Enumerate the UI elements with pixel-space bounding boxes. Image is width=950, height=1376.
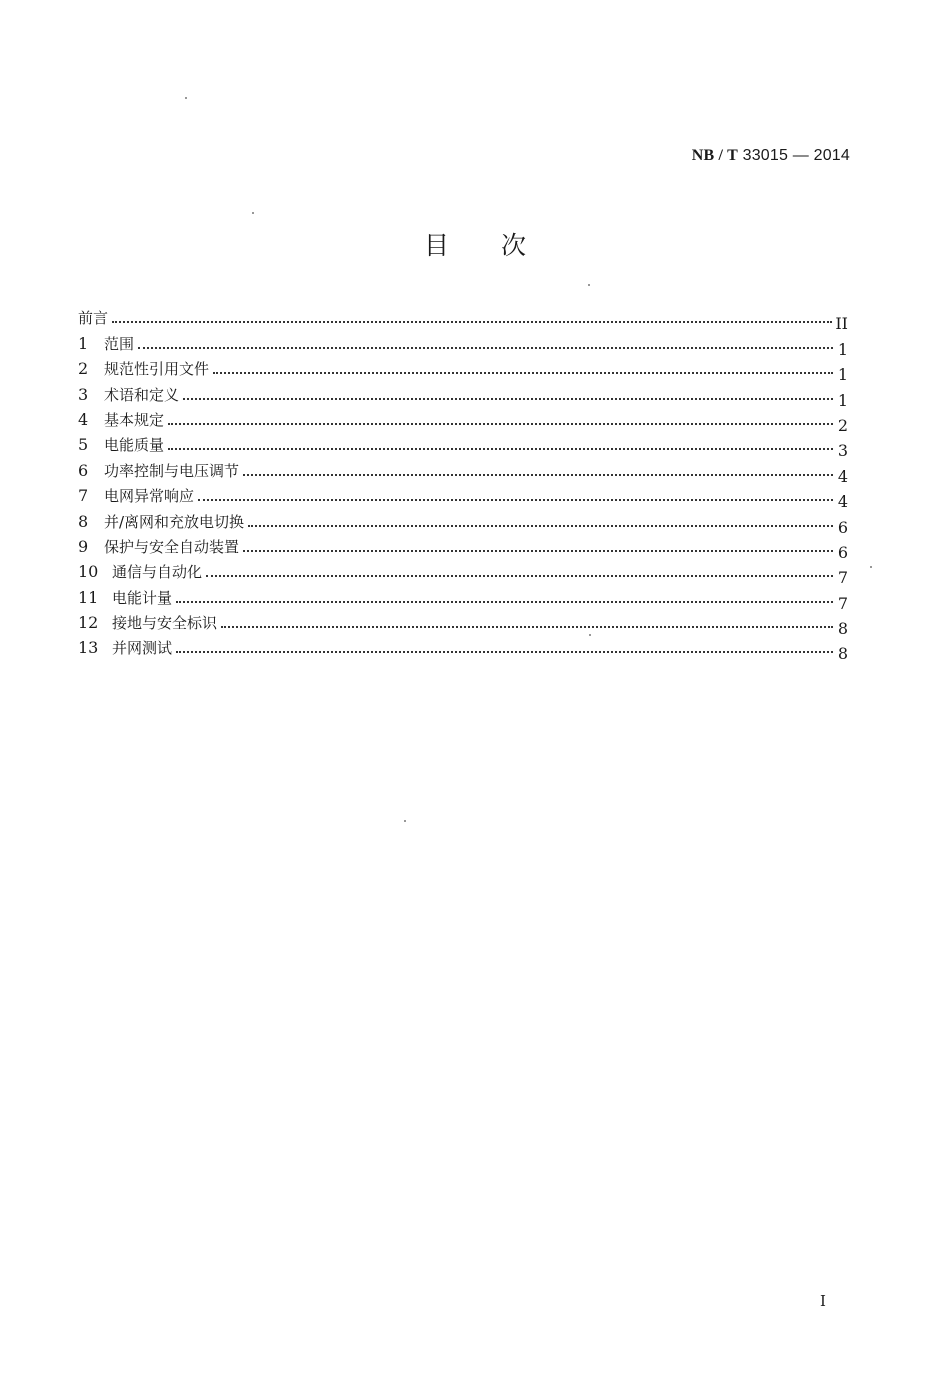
toc-entry-foreword[interactable] <box>78 303 848 334</box>
toc-page-number: 4 <box>837 466 848 486</box>
toc-section-number: 1 <box>78 333 89 353</box>
table-of-contents <box>78 303 848 664</box>
toc-label: 规范性引用文件 <box>104 360 210 379</box>
toc-entry-5[interactable] <box>78 430 848 461</box>
toc-page-number: 6 <box>837 517 848 537</box>
toc-entry-6[interactable] <box>78 455 848 486</box>
toc-label: 并网测试 <box>112 639 173 658</box>
toc-leader-dots <box>243 474 833 476</box>
standard-prefix: NB / T <box>691 147 738 164</box>
toc-page-number: II <box>835 314 848 334</box>
toc-leader-dots <box>112 321 832 323</box>
toc-entry-11[interactable] <box>78 582 848 613</box>
toc-section-number: 10 <box>78 562 99 582</box>
toc-label: 术语和定义 <box>104 385 180 404</box>
toc-page-number: 2 <box>837 415 848 435</box>
scan-speck <box>404 820 406 822</box>
toc-page-number: 7 <box>837 568 848 588</box>
toc-page-number: 1 <box>837 365 848 385</box>
toc-leader-dots <box>206 575 833 577</box>
toc-section-number: 9 <box>78 536 89 556</box>
toc-page-number: 8 <box>837 619 848 639</box>
toc-page-number: 8 <box>837 644 848 664</box>
toc-page-number: 3 <box>837 441 848 461</box>
toc-section-number: 2 <box>78 359 89 379</box>
scan-speck <box>588 284 590 286</box>
toc-label: 功率控制与电压调节 <box>104 461 240 480</box>
toc-leader-dots <box>168 448 833 450</box>
scan-speck <box>185 97 187 99</box>
toc-section-number: 5 <box>78 435 89 455</box>
toc-leader-dots <box>176 651 833 653</box>
toc-label: 电网异常响应 <box>104 487 195 506</box>
toc-page-number: 4 <box>837 492 848 512</box>
toc-leader-dots <box>168 423 833 425</box>
toc-leader-dots <box>183 398 833 400</box>
toc-section-number: 8 <box>78 511 89 531</box>
toc-leader-dots <box>138 347 833 349</box>
scan-speck <box>589 634 591 636</box>
toc-page-number: 1 <box>837 390 848 410</box>
toc-page-number: 7 <box>837 593 848 613</box>
toc-section-number: 7 <box>78 486 89 506</box>
scan-speck <box>252 212 254 214</box>
toc-label: 范围 <box>104 334 135 353</box>
toc-label: 电能质量 <box>104 436 165 455</box>
toc-label: 接地与安全标识 <box>112 614 218 633</box>
page-title: 目次 <box>423 231 578 260</box>
toc-section-number: 3 <box>78 384 89 404</box>
toc-entry-7[interactable] <box>78 481 848 512</box>
toc-entry-9[interactable] <box>78 532 848 562</box>
toc-label: 保护与安全自动装置 <box>104 537 240 556</box>
toc-label: 通信与自动化 <box>112 563 203 582</box>
toc-section-number: 4 <box>78 409 89 429</box>
toc-entry-3[interactable] <box>78 379 848 410</box>
toc-entry-13[interactable] <box>78 633 848 664</box>
toc-label: 前言 <box>78 309 109 328</box>
toc-entry-4[interactable] <box>78 405 848 435</box>
standard-code <box>692 147 850 165</box>
toc-page-number: 1 <box>837 339 848 359</box>
toc-entry-8[interactable] <box>78 506 848 537</box>
toc-section-number: 6 <box>78 460 89 480</box>
page-number: I <box>820 1292 826 1310</box>
toc-page-number: 6 <box>837 542 848 562</box>
toc-leader-dots <box>198 499 833 501</box>
toc-label: 基本规定 <box>104 410 165 429</box>
toc-leader-dots <box>221 626 833 628</box>
toc-entry-2[interactable] <box>78 354 848 385</box>
toc-entry-1[interactable] <box>78 328 848 359</box>
scan-speck <box>870 566 872 568</box>
toc-leader-dots <box>213 372 833 374</box>
standard-number: 33015 — 2014 <box>742 147 850 164</box>
toc-leader-dots <box>243 550 833 552</box>
toc-section-number: 12 <box>78 613 99 633</box>
toc-section-number: 13 <box>78 638 99 658</box>
toc-label: 并/离网和充放电切换 <box>104 512 245 531</box>
toc-entry-12[interactable] <box>78 608 848 639</box>
toc-leader-dots <box>248 525 833 527</box>
toc-entry-10[interactable] <box>78 557 848 588</box>
toc-leader-dots <box>176 601 833 603</box>
toc-label: 电能计量 <box>112 588 173 607</box>
toc-section-number: 11 <box>78 587 99 607</box>
